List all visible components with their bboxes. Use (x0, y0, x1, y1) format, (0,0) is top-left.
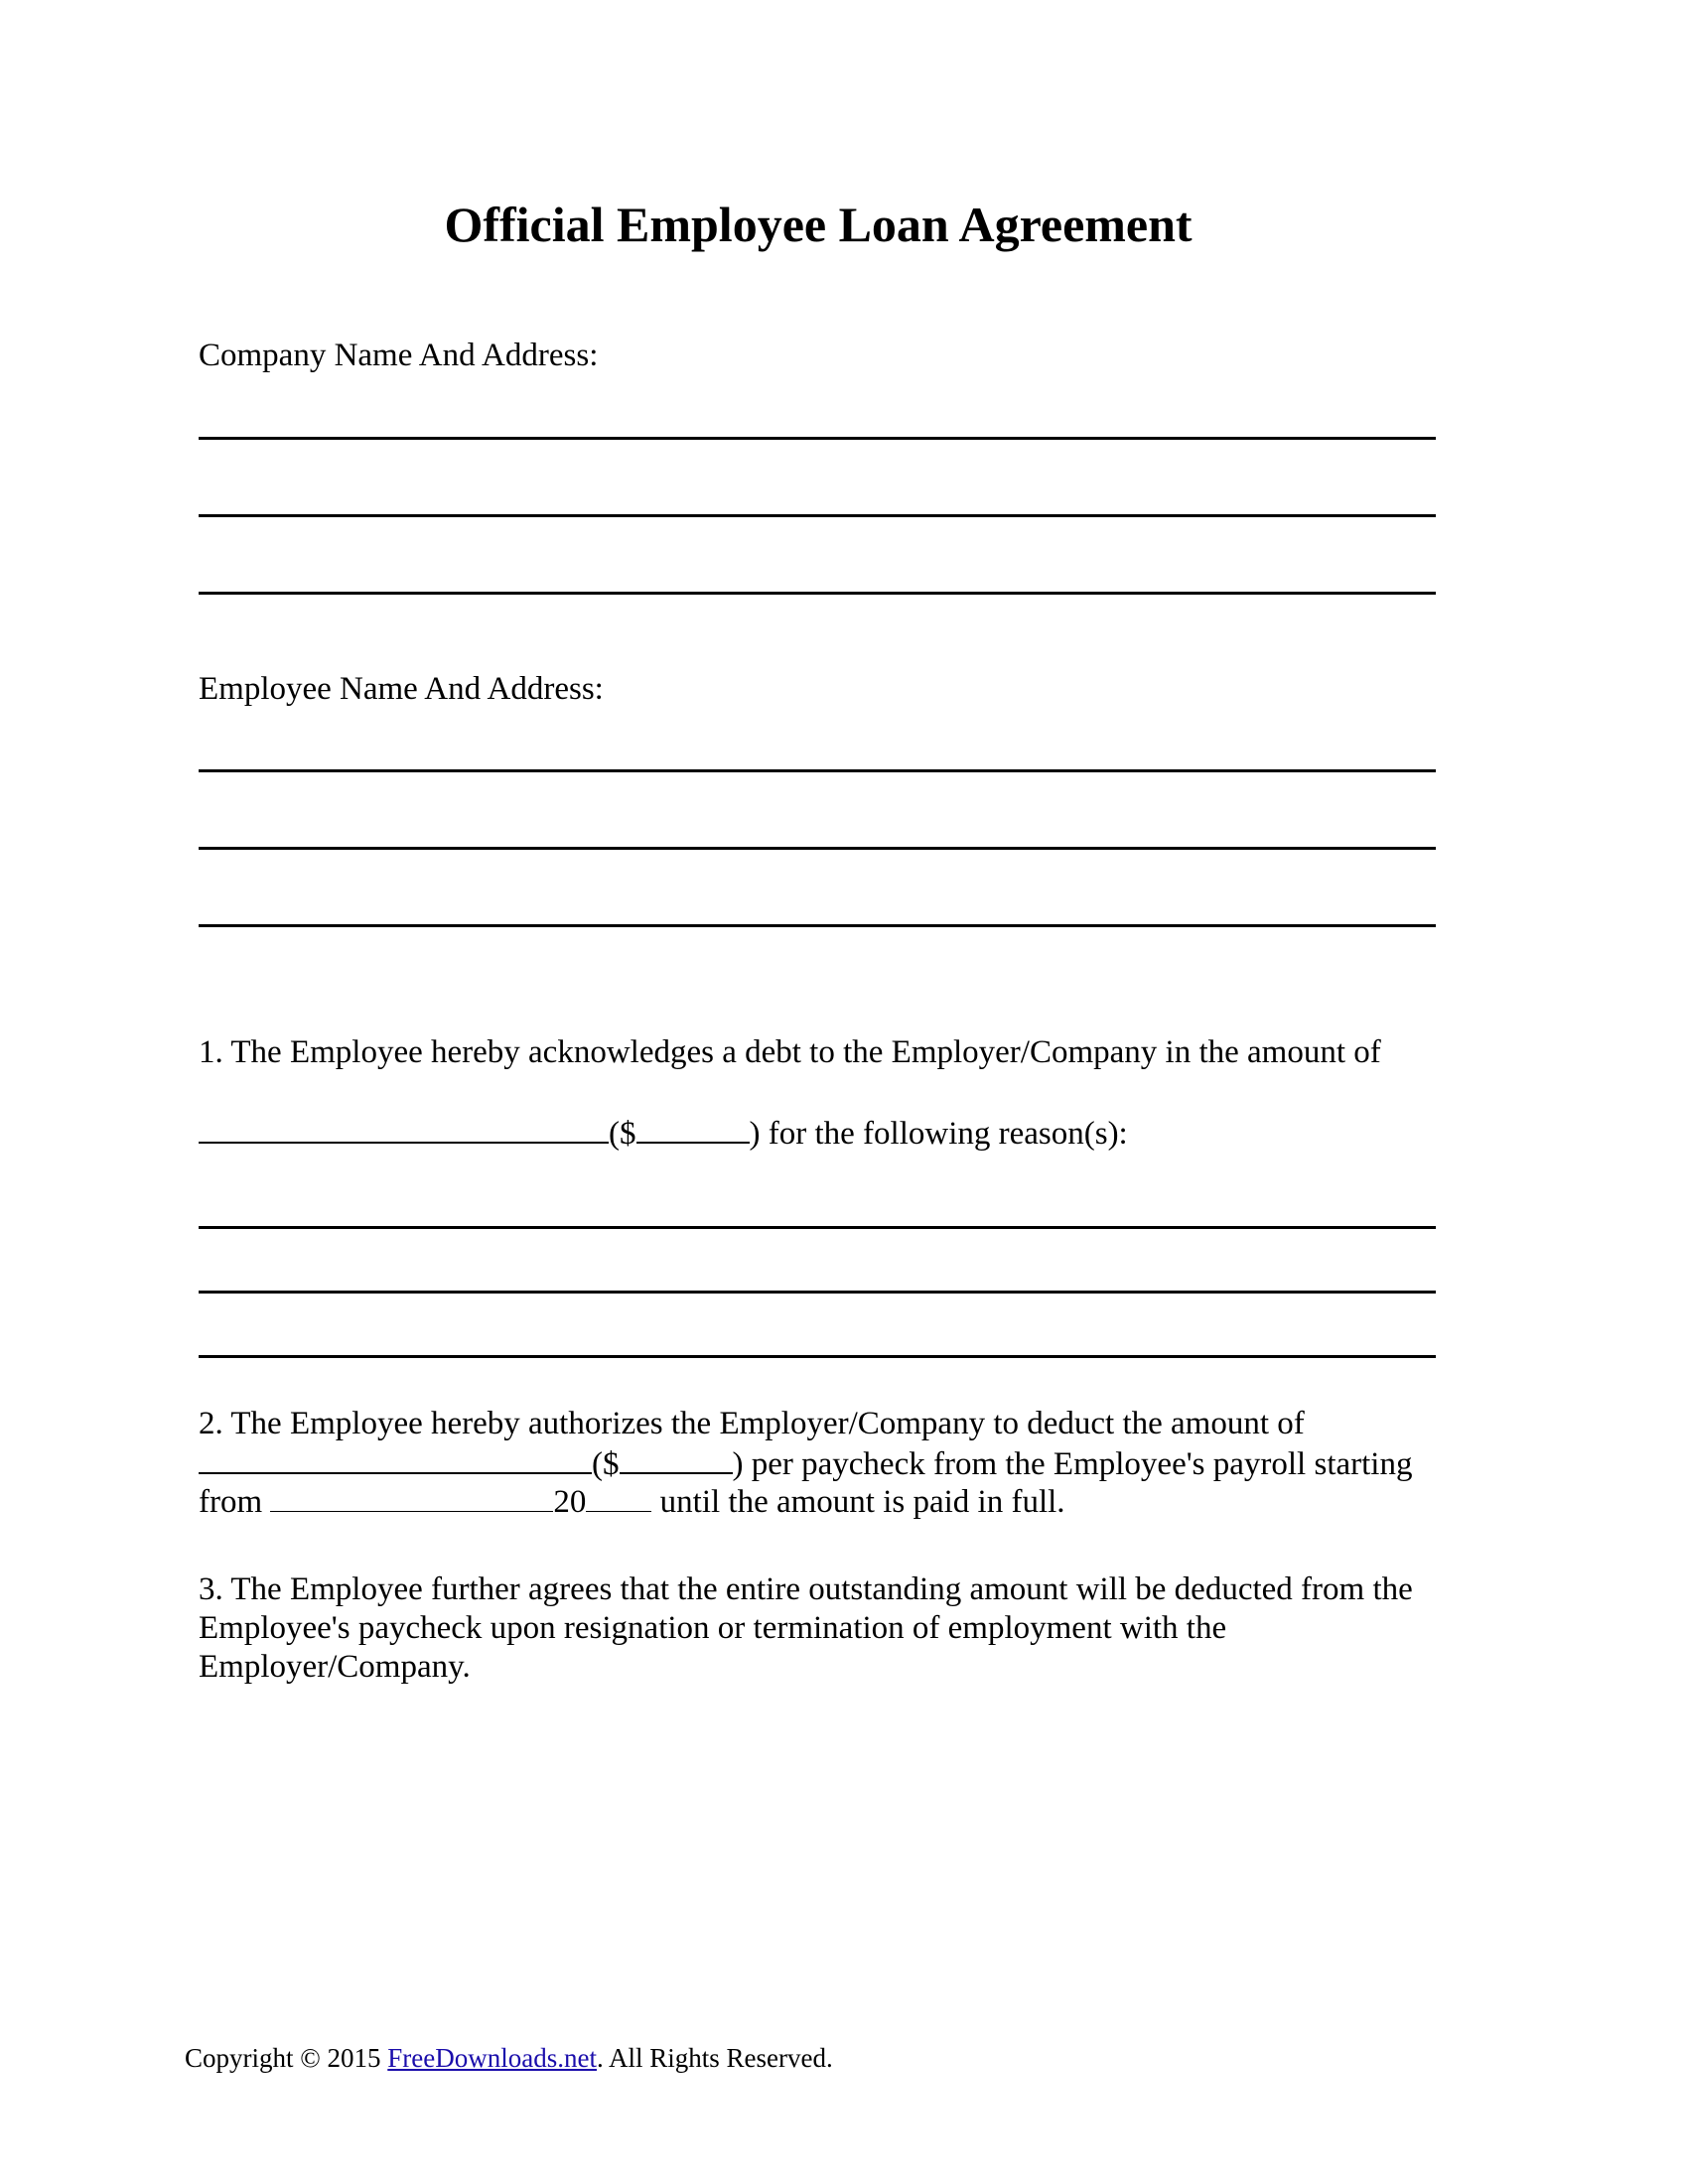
start-year-blank[interactable] (586, 1481, 651, 1512)
company-address-line-1[interactable] (199, 437, 1436, 440)
start-date-blank[interactable] (270, 1481, 553, 1512)
deduction-paycheck-text: ) per paycheck from the Employee's payroll starting (732, 1446, 1413, 1482)
deduction-amount-words-blank[interactable] (199, 1442, 592, 1474)
deduction-amount-number-blank[interactable] (620, 1442, 733, 1474)
clause-3-text: 3. The Employee further agrees that the entire outstanding amount will be deducted from the Employee's paycheck upon resignation or termination of employment with the Employer/Company. (199, 1571, 1413, 1685)
reason-line-2[interactable] (199, 1291, 1436, 1294)
company-address-line-3[interactable] (199, 592, 1436, 595)
clause-1-amount-line (199, 1112, 1128, 1154)
debt-reason-text: ) for the following reason(s): (749, 1116, 1128, 1152)
clause-1-text: 1. The Employee hereby acknowledges a debt to the Employer/Company in the amount of (199, 1034, 1381, 1070)
debt-amount-number-blank[interactable] (636, 1112, 750, 1144)
year-prefix: 20 (553, 1484, 587, 1520)
until-paid-text: until the amount is paid in full. (659, 1484, 1065, 1520)
employee-name-address-label: Employee Name And Address: (199, 671, 604, 707)
debt-amount-open: ($ (609, 1116, 636, 1152)
reason-line-1[interactable] (199, 1226, 1436, 1229)
reason-line-3[interactable] (199, 1355, 1436, 1358)
employee-address-line-3[interactable] (199, 924, 1436, 927)
company-address-line-2[interactable] (199, 514, 1436, 517)
copyright-suffix: . All Rights Reserved. (596, 2043, 833, 2073)
debt-amount-words-blank[interactable] (199, 1112, 609, 1144)
freedownloads-link[interactable]: FreeDownloads.net (387, 2043, 597, 2073)
from-label: from (199, 1484, 263, 1520)
copyright-prefix: Copyright © 2015 (185, 2043, 388, 2073)
document-title: Official Employee Loan Agreement (444, 197, 1193, 252)
company-name-address-label: Company Name And Address: (199, 338, 599, 373)
clause-2-line-1: 2. The Employee hereby authorizes the Employer/Company to deduct the amount of (199, 1406, 1305, 1441)
deduction-amount-open: ($ (592, 1446, 620, 1482)
copyright-footer (185, 2041, 833, 2075)
clause-2-line-2 (199, 1442, 1412, 1484)
employee-address-line-2[interactable] (199, 847, 1436, 850)
employee-address-line-1[interactable] (199, 769, 1436, 772)
clause-2-line-3 (199, 1481, 1065, 1522)
